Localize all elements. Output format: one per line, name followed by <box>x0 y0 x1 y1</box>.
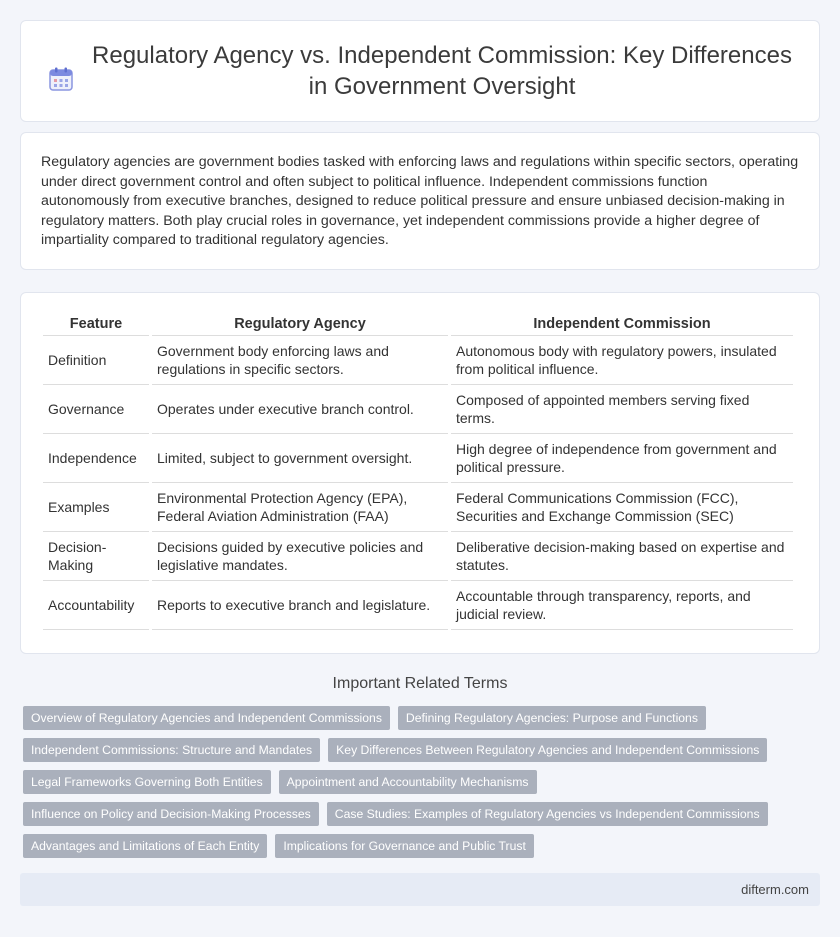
related-term-tag[interactable]: Overview of Regulatory Agencies and Independent Commissions <box>23 706 390 730</box>
comparison-table-card <box>20 292 820 654</box>
page-title: Regulatory Agency vs. Independent Commission: Key Differences in Government Oversight <box>92 42 792 100</box>
regulatory-agency-cell: Decisions guided by executive policies and legislative mandates. <box>152 532 448 581</box>
header-independent-commission: Independent Commission <box>451 308 793 336</box>
feature-cell: Accountability <box>43 581 149 630</box>
related-term-tag[interactable]: Defining Regulatory Agencies: Purpose and Functions <box>398 706 706 730</box>
intro-text: Regulatory agencies are government bodies tasked with enforcing laws and regulations within specific sectors, operating under direct government control and often subject to political influence. Independent commissions function autonomously from executive branches, designed to reduce political pressure and ensure unbiased decision-making in regulatory matters. Both play crucial roles in governance, yet independent commissions provide a higher degree of impartiality compared to traditional regulatory agencies. <box>41 154 799 248</box>
regulatory-agency-cell: Environmental Protection Agency (EPA), Federal Aviation Administration (FAA) <box>152 483 448 532</box>
feature-cell: Independence <box>43 434 149 483</box>
related-terms-list <box>23 706 803 858</box>
header-regulatory-agency: Regulatory Agency <box>152 308 448 336</box>
independent-commission-cell: Deliberative decision-making based on expertise and statutes. <box>451 532 793 581</box>
related-term-tag[interactable]: Key Differences Between Regulatory Agencies and Independent Commissions <box>328 738 767 762</box>
related-term-tag[interactable]: Legal Frameworks Governing Both Entities <box>23 770 271 794</box>
comparison-table <box>40 308 796 630</box>
table-row <box>43 434 793 483</box>
feature-cell: Examples <box>43 483 149 532</box>
regulatory-agency-cell: Reports to executive branch and legislature. <box>152 581 448 630</box>
regulatory-agency-cell: Government body enforcing laws and regulations in specific sectors. <box>152 336 448 385</box>
header-feature: Feature <box>43 308 149 336</box>
related-term-tag[interactable]: Influence on Policy and Decision-Making Processes <box>23 802 319 826</box>
regulatory-agency-cell: Operates under executive branch control. <box>152 385 448 434</box>
feature-cell: Governance <box>43 385 149 434</box>
table-row <box>43 483 793 532</box>
feature-cell: Definition <box>43 336 149 385</box>
independent-commission-cell: Autonomous body with regulatory powers, insulated from political influence. <box>451 336 793 385</box>
related-term-tag[interactable]: Independent Commissions: Structure and Mandates <box>23 738 320 762</box>
table-row <box>43 532 793 581</box>
related-term-tag[interactable]: Implications for Governance and Public Trust <box>275 834 534 858</box>
related-term-tag[interactable]: Case Studies: Examples of Regulatory Agencies vs Independent Commissions <box>327 802 768 826</box>
table-header-row <box>43 308 793 336</box>
intro-card <box>20 132 820 270</box>
related-term-tag[interactable]: Advantages and Limitations of Each Entity <box>23 834 267 858</box>
independent-commission-cell: Federal Communications Commission (FCC), Securities and Exchange Commission (SEC) <box>451 483 793 532</box>
independent-commission-cell: Accountable through transparency, reports, and judicial review. <box>451 581 793 630</box>
footer-site-link[interactable]: difterm.com <box>741 882 809 897</box>
independent-commission-cell: High degree of independence from government and political pressure. <box>451 434 793 483</box>
independent-commission-cell: Composed of appointed members serving fixed terms. <box>451 385 793 434</box>
calendar-icon <box>48 66 74 92</box>
table-row <box>43 336 793 385</box>
related-term-tag[interactable]: Appointment and Accountability Mechanisms <box>279 770 537 794</box>
related-terms-heading: Important Related Terms <box>332 675 508 692</box>
table-row <box>43 581 793 630</box>
table-row <box>43 385 793 434</box>
feature-cell: Decision-Making <box>43 532 149 581</box>
footer <box>20 873 820 906</box>
regulatory-agency-cell: Limited, subject to government oversight. <box>152 434 448 483</box>
header-card <box>20 20 820 122</box>
